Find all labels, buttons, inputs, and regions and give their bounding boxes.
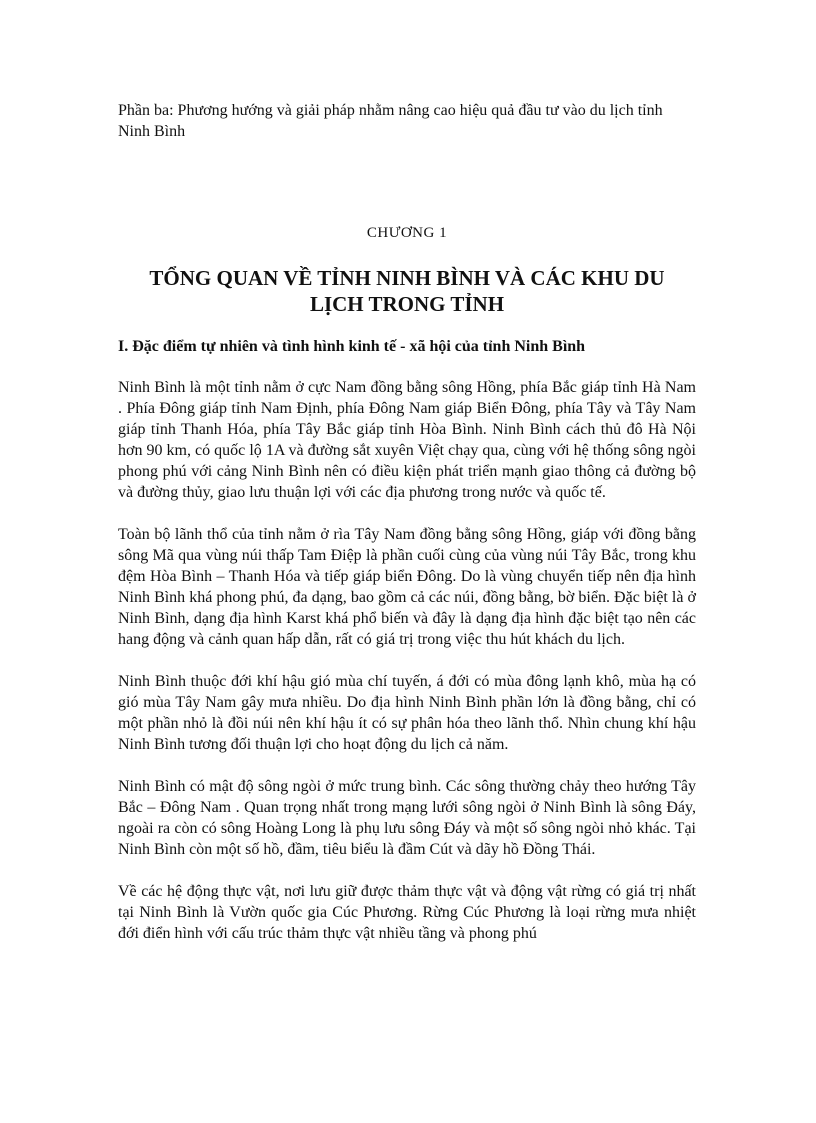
chapter-label: CHƯƠNG 1 xyxy=(366,225,448,241)
paragraph: Về các hệ động thực vật, nơi lưu giữ được thảm thực vật và động vật rừng có giá trị nhất tại Ninh Bình là Vườn quốc gia Cúc Phương. Rừng Cúc Phương là loại rừng mưa nhiệt đới điển hình với cấu trúc thảm thực vật nhiều tầng và phong phú xyxy=(118,883,696,942)
chapter-title: TỔNG QUAN VỀ TỈNH NINH BÌNH VÀ CÁC KHU DU LỊCH TRONG TỈNH xyxy=(149,266,665,316)
intro-text: Phần ba: Phương hướng và giải pháp nhằm nâng cao hiệu quả đầu tư vào du lịch tỉnh Ninh Bình xyxy=(118,102,663,140)
document-page xyxy=(118,100,696,944)
paragraph: Toàn bộ lãnh thổ của tỉnh nằm ở rìa Tây Nam đồng bằng sông Hồng, giáp với đồng bằng sông Mã qua vùng núi thấp Tam Điệp là phần cuối cùng của vùng núi Tây Bắc, trong khu đệm Hòa Bình – Thanh Hóa và tiếp giáp biển Đông. Do là vùng chuyển tiếp nên địa hình Ninh Bình khá phong phú, đa dạng, bao gồm cả các núi, đồng bằng, bờ biển. Đặc biệt là ở Ninh Bình, dạng địa hình Karst khá phổ biến và đây là dạng địa hình đặc biệt tạo nên các hang động và cảnh quan hấp dẫn, rất có giá trị trong việc thu hút khách du lịch. xyxy=(118,526,696,648)
paragraph: Ninh Bình là một tỉnh nằm ở cực Nam đồng bằng sông Hồng, phía Bắc giáp tỉnh Hà Nam . Phía Đông giáp tỉnh Nam Định, phía Đông Nam giáp Biển Đông, phía Tây và Tây Nam giáp tỉnh Thanh Hóa, phía Tây Bắc giáp tỉnh Hòa Bình. Ninh Bình cách thủ đô Hà Nội hơn 90 km, có quốc lộ 1A và đường sắt xuyên Việt chạy qua, cùng với hệ thống sông ngòi phong phú với cảng Ninh Bình nên có điều kiện phát triển mạnh giao thông cả đường bộ và đường thủy, giao lưu thuận lợi với các địa phương trong nước và quốc tế. xyxy=(118,379,696,501)
section-heading: I. Đặc điểm tự nhiên và tình hình kinh tế - xã hội của tỉnh Ninh Bình xyxy=(118,338,586,355)
paragraph: Ninh Bình thuộc đới khí hậu gió mùa chí tuyến, á đới có mùa đông lạnh khô, mùa hạ có gió mùa Tây Nam gây mưa nhiều. Do địa hình Ninh Bình phần lớn là đồng bằng, chỉ có một phần nhỏ là đồi núi nên khí hậu ít có sự phân hóa theo lãnh thổ. Nhìn chung khí hậu Ninh Bình tương đối thuận lợi cho hoạt động du lịch cả năm. xyxy=(118,673,696,753)
paragraph: Ninh Bình có mật độ sông ngòi ở mức trung bình. Các sông thường chảy theo hướng Tây Bắc – Đông Nam . Quan trọng nhất trong mạng lưới sông ngòi ở Ninh Bình là sông Đáy, ngoài ra còn có sông Hoàng Long là phụ lưu sông Đáy và một số sông ngòi nhỏ khác. Tại Ninh Bình còn một số hồ, đầm, tiêu biểu là đầm Cút và dãy hồ Đồng Thái. xyxy=(118,778,696,858)
